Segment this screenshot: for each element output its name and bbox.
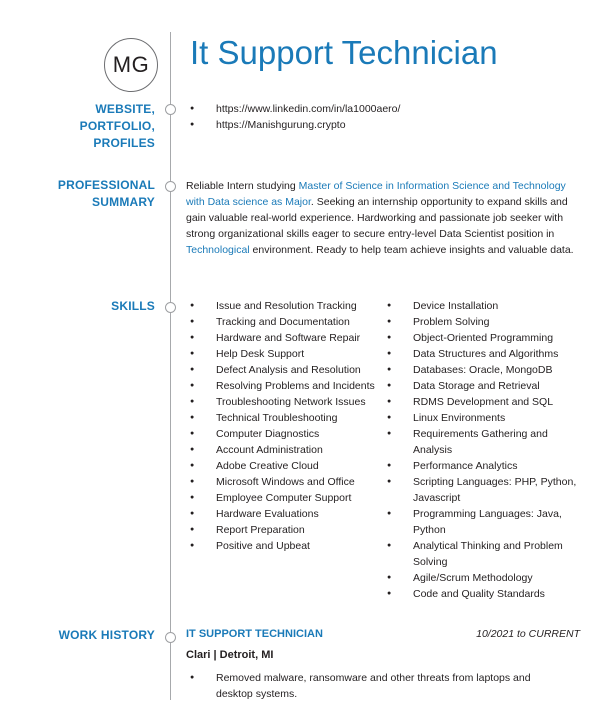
skill-item: ● Linux Environments [387, 410, 587, 426]
skill-item: ● Data Structures and Algorithms [387, 346, 587, 362]
skill-item: ● Report Preparation [190, 522, 390, 538]
skill-item: ● Problem Solving [387, 314, 587, 330]
skill-item: ● Employee Computer Support [190, 490, 390, 506]
section-title-work: WORK HISTORY [58, 628, 155, 642]
summary-highlight: Technological [186, 244, 250, 256]
skill-item: ● Databases: Oracle, MongoDB [387, 362, 587, 378]
section-title-line: PROFILES [93, 136, 155, 150]
skill-item: ● Adobe Creative Cloud [190, 458, 390, 474]
timeline-node-website [165, 104, 176, 115]
timeline-node-work [165, 632, 176, 643]
timeline-node-skills [165, 302, 176, 313]
skill-item: ● Microsoft Windows and Office [190, 474, 390, 490]
skill-item: ● Tracking and Documentation [190, 314, 390, 330]
skill-item: ● Resolving Problems and Incidents [190, 378, 390, 394]
job-dates: 10/2021 to CURRENT [476, 628, 580, 640]
skill-item: ● Hardware and Software Repair [190, 330, 390, 346]
timeline-line [170, 32, 171, 700]
section-title-summary [58, 177, 155, 211]
website-list [190, 101, 400, 133]
summary-text-part: Reliable Intern studying [186, 180, 299, 192]
skills-column-2 [387, 298, 587, 602]
skill-item: ● Account Administration [190, 442, 390, 458]
section-title-line: PORTFOLIO, [79, 119, 155, 133]
skills-column-1 [190, 298, 390, 554]
summary-text-part: . Seeking an internship opportunity to expand skills and gain valuable real-world experience. Hardworking and passionate job seeker with strong organizational skills eager to secure entry-level Data Scientist position in [186, 196, 568, 240]
skill-item: ● Computer Diagnostics [190, 426, 390, 442]
skill-item: ● RDMS Development and SQL [387, 394, 587, 410]
monogram-badge: MG [104, 38, 158, 92]
job-title: IT SUPPORT TECHNICIAN [186, 628, 323, 640]
job-company: Clari | Detroit, MI [186, 649, 274, 661]
skill-item: ● Positive and Upbeat [190, 538, 390, 554]
skill-item: ● Help Desk Support [190, 346, 390, 362]
skill-item: ● Performance Analytics [387, 458, 587, 474]
section-title-skills: SKILLS [111, 299, 155, 313]
link-linkedin[interactable]: ● https://www.linkedin.com/in/la1000aero/ [190, 101, 400, 117]
section-title-website [80, 101, 155, 152]
skill-item: ● Defect Analysis and Resolution [190, 362, 390, 378]
skill-item: ● Scripting Languages: PHP, Python, Javascript [387, 474, 587, 506]
section-title-line: PROFESSIONAL [57, 178, 155, 192]
skill-item: ● Agile/Scrum Methodology [387, 570, 587, 586]
timeline-node-summary [165, 181, 176, 192]
page-title: It Support Technician [190, 34, 498, 71]
skill-item: ● Data Storage and Retrieval [387, 378, 587, 394]
summary-text-part: environment. Ready to help team achieve insights and valuable data. [249, 244, 574, 256]
skill-item: ● Analytical Thinking and Problem Solving [387, 538, 587, 570]
skill-item: ● Requirements Gathering and Analysis [387, 426, 587, 458]
summary-text [186, 178, 586, 258]
job-bullet: ● Removed malware, ransomware and other threats from laptops and desktop systems. [190, 670, 570, 702]
skill-item: ● Device Installation [387, 298, 587, 314]
skill-item: ● Programming Languages: Java, Python [387, 506, 587, 538]
skill-item: ● Object-Oriented Programming [387, 330, 587, 346]
summary-highlight: Master of Science in Information Science and Technology with Data science as Major [186, 180, 566, 208]
skill-item: ● Code and Quality Standards [387, 586, 587, 602]
skill-item: ● Issue and Resolution Tracking [190, 298, 390, 314]
section-title-line: WEBSITE, [95, 102, 155, 116]
link-portfolio[interactable]: ● https://Manishgurung.crypto [190, 117, 400, 133]
skill-item: ● Hardware Evaluations [190, 506, 390, 522]
skill-item: ● Technical Troubleshooting [190, 410, 390, 426]
section-title-line: SUMMARY [92, 195, 155, 209]
job-bullets [190, 670, 570, 702]
skill-item: ● Troubleshooting Network Issues [190, 394, 390, 410]
